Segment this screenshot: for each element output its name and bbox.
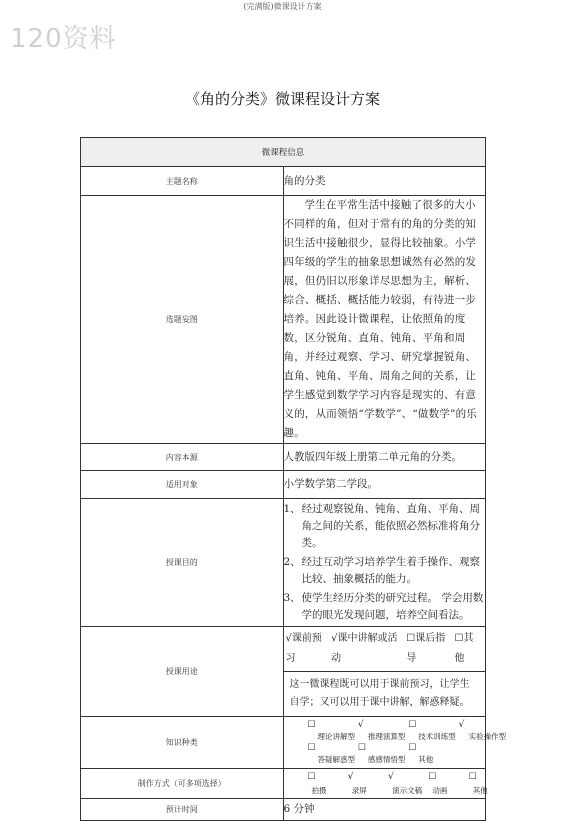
topic-label: 主题名称	[81, 167, 284, 196]
usage-description: 这一微课程既可以用于课前预习，让学生自学；又可以用于课中讲解，解惑释疑。	[289, 679, 470, 708]
usage-option[interactable]	[331, 629, 406, 669]
kind-option[interactable]	[334, 743, 406, 765]
checkbox-icon: ☐	[357, 743, 366, 753]
check-mark-icon: √	[285, 633, 292, 644]
usage-option[interactable]	[286, 629, 332, 669]
design-table	[80, 137, 507, 821]
kind-label: 答疑解惑型	[317, 755, 355, 764]
kinds-label: 知识种类	[81, 717, 284, 769]
usage-options	[284, 627, 486, 672]
method-label-text: 录屏	[351, 785, 367, 795]
goals-cell	[283, 499, 486, 627]
method-option[interactable]	[404, 771, 448, 797]
kind-option[interactable]	[435, 720, 507, 742]
checkbox-icon: ☐	[307, 771, 316, 782]
usage-cell	[283, 627, 486, 717]
kind-option[interactable]	[284, 743, 355, 765]
usage-option[interactable]	[454, 629, 483, 669]
row-goals	[81, 499, 486, 627]
method-option[interactable]	[324, 771, 367, 797]
usage-label: 授课用途	[81, 627, 284, 717]
checkbox-icon: ☐	[428, 771, 437, 782]
document-title: 《角的分类》微课程设计方案	[184, 90, 380, 108]
rationale-cell	[283, 196, 486, 444]
table-header: 微课程信息	[81, 138, 486, 167]
row-source	[81, 444, 486, 471]
row-topic	[81, 167, 486, 196]
kind-option[interactable]	[384, 720, 456, 742]
kinds-grid	[284, 720, 507, 765]
kind-label: 感感情悟型	[367, 755, 406, 764]
duration-label: 预计时间	[81, 799, 284, 821]
kind-option[interactable]	[284, 720, 355, 742]
audience-value: 小学数学第二学段。	[283, 471, 486, 499]
check-mark-icon: √	[347, 771, 354, 782]
usage-option[interactable]	[406, 629, 454, 669]
goals-label: 授课目的	[81, 499, 284, 627]
method-grid	[284, 771, 486, 797]
checkbox-icon: ☐	[454, 633, 464, 644]
kind-option[interactable]	[334, 720, 406, 742]
usage-option-label: 课前预习	[285, 633, 322, 664]
source-value: 人教版四年级上册第二单元角的分类。	[283, 444, 486, 471]
goal-item	[284, 590, 486, 624]
goal-text: 使学生经历分类的研究过程。 学会用数学的眼光发现问题，培养空间看法。	[301, 592, 484, 621]
kind-label: 推理演算型	[367, 732, 406, 741]
duration-value: 6 分钟	[283, 799, 486, 821]
row-kinds	[81, 717, 486, 769]
method-label: 制作方式（可多项选择）	[81, 769, 284, 799]
rationale-label: 选题妄图	[81, 196, 284, 444]
goal-number: 1、	[283, 503, 301, 515]
method-cell	[283, 769, 486, 799]
goal-text: 经过互动学习培养学生着手操作、观察比较、抽象概括的能力。	[301, 556, 480, 585]
goal-item	[284, 501, 486, 552]
row-method	[81, 769, 486, 799]
row-audience	[81, 471, 486, 499]
checkbox-icon: ☐	[406, 633, 416, 644]
check-mark-icon: √	[357, 720, 364, 730]
check-mark-icon: √	[331, 633, 338, 644]
checkbox-icon: ☐	[307, 743, 316, 753]
row-duration	[81, 799, 486, 821]
checkbox-icon: ☐	[408, 743, 417, 753]
usage-option-label: 课后指导	[406, 633, 446, 664]
method-option[interactable]	[284, 771, 327, 797]
table-header-row	[81, 138, 486, 167]
method-label-text: 拍摄	[311, 785, 327, 795]
watermark: 120资料	[10, 24, 117, 54]
checkbox-icon: ☐	[307, 720, 316, 730]
source-label: 内容本源	[81, 444, 284, 471]
rationale-text: 学生在平常生活中接触了很多的大小不同样的角，但对于常有的角的分类的知识生活中接触很少，显得比较抽象。小学四年级的学生的抽象思想诚然有必然的发展，但仍旧以形象详尽思想为主，解析、综合、概括、概括能力较弱，有待进一步培养。因此设计微课程，让依照角的度数，区分锐角、直角、钝角、平角和周角，并经过观察、学习、研究掌握锐角、直角、钝角、平角、周角之间的关系，让学生感觉到数学学习内容是现实的、有意义的，从而领悟“学数学”、“做数学”的乐趣。	[283, 199, 477, 439]
method-option[interactable]	[445, 771, 488, 797]
kind-label: 理论讲解型	[317, 732, 355, 741]
topic-value: 角的分类	[283, 167, 486, 196]
checkbox-icon: ☐	[408, 720, 417, 730]
check-mark-icon: √	[458, 720, 465, 730]
method-label-text: 动画	[432, 785, 448, 795]
kind-label: 实验操作型	[468, 732, 507, 741]
kind-label: 技术训练型	[418, 732, 456, 741]
goal-number: 2、	[283, 556, 301, 568]
checkbox-icon: ☐	[468, 771, 477, 782]
method-label-text: 其他	[472, 785, 488, 795]
row-usage	[81, 627, 486, 717]
goal-text: 经过观察锐角、钝角、直角、平角、周角之间的关系，能依照必然标准将角分类。	[301, 503, 480, 549]
goal-number: 3、	[283, 592, 301, 604]
usage-option-label: 其他	[454, 633, 474, 664]
check-mark-icon: √	[388, 771, 394, 782]
goal-item	[284, 554, 486, 588]
method-option[interactable]	[364, 771, 423, 797]
kind-option[interactable]	[384, 743, 434, 765]
method-label-text: 演示文稿	[392, 785, 423, 795]
usage-option-label: 课中讲解或活动	[331, 633, 398, 664]
kinds-cell	[283, 717, 507, 769]
row-rationale	[81, 196, 486, 444]
audience-label: 适用对象	[81, 471, 284, 499]
page-caption: (完满版)微课设计方案	[243, 2, 322, 11]
kind-label: 其他	[418, 755, 434, 764]
